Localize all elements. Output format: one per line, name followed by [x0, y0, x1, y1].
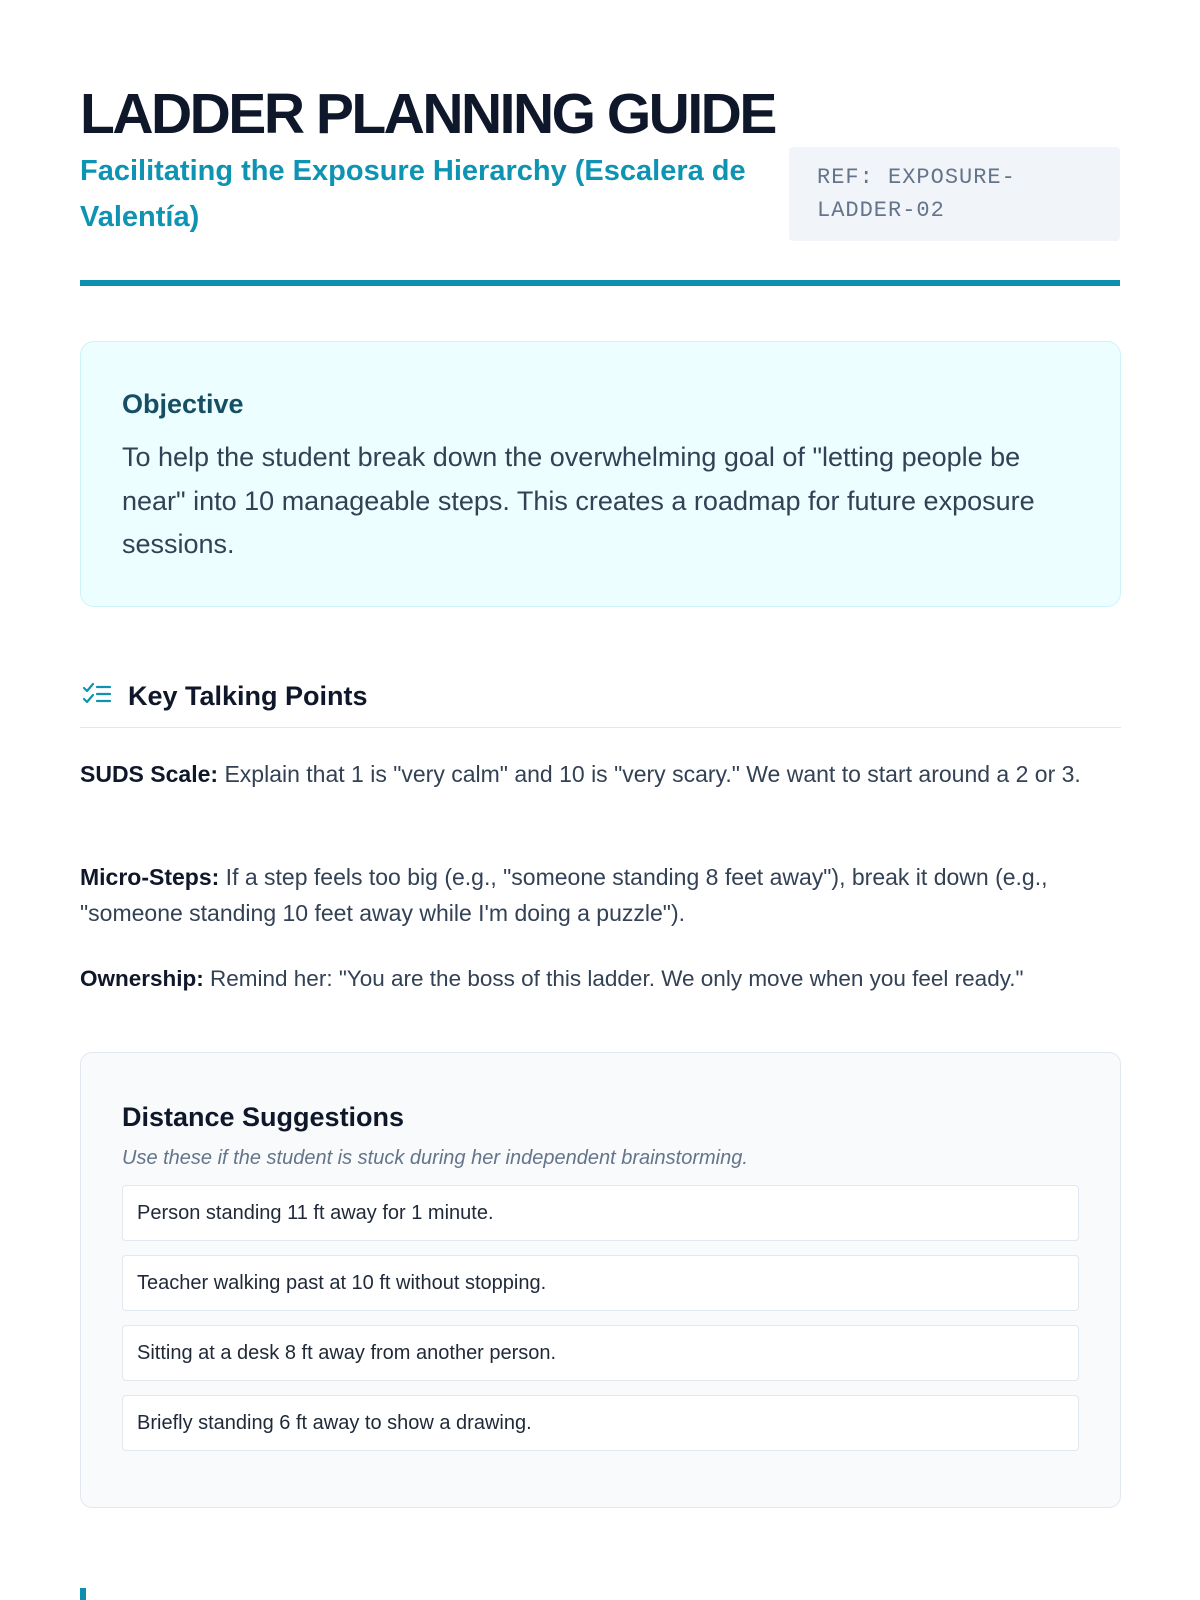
objective-text: To help the student break down the overwhelming goal of "letting people be near" into 10 manageable steps. This creates a roadmap for future exposure sessions. [122, 442, 1035, 559]
objective-box [80, 341, 1121, 607]
talking-point-text: Remind her: "You are the boss of this ladder. We only move when you feel ready." [203, 966, 1024, 991]
distance-suggestions-title: Distance Suggestions [122, 1102, 405, 1132]
checklist-icon [82, 682, 112, 713]
objective-heading: Objective [122, 389, 244, 419]
talking-point-label: Ownership: [80, 966, 204, 991]
talking-point-ownership [80, 961, 1121, 997]
talking-points-title: Key Talking Points [128, 681, 368, 711]
distance-suggestions-list [122, 1185, 1080, 1451]
list-item: Person standing 11 ft away for 1 minute. [122, 1185, 1079, 1241]
talking-point-text: If a step feels too big (e.g., "someone standing 8 feet away"), break it down (e.g., "someone standing 10 feet away while I'm doing a puzzle"). [80, 864, 1048, 926]
next-section-accent [80, 1588, 86, 1600]
list-item: Sitting at a desk 8 ft away from another person. [122, 1325, 1079, 1381]
distance-suggestions-box [80, 1052, 1121, 1508]
talking-point-suds [80, 756, 1121, 792]
talking-point-label: Micro-Steps: [80, 864, 220, 890]
talking-point-label: SUDS Scale: [80, 761, 219, 787]
page-subtitle: Facilitating the Exposure Hierarchy (Escalera de Valentía) [80, 155, 746, 233]
document-header [80, 0, 1120, 288]
reference-badge: REF: EXPOSURE-LADDER-02 [789, 147, 1120, 241]
talking-point-micro-steps [80, 859, 1121, 931]
distance-suggestions-note: Use these if the student is stuck during her independent brainstorming. [122, 1147, 748, 1169]
header-divider [80, 280, 1120, 286]
talking-points-header [80, 670, 1121, 728]
page-title: LADDER PLANNING GUIDE [80, 82, 775, 146]
list-item: Briefly standing 6 ft away to show a drawing. [122, 1395, 1079, 1451]
list-item: Teacher walking past at 10 ft without stopping. [122, 1255, 1079, 1311]
talking-point-text: Explain that 1 is "very calm" and 10 is "very scary." We want to start around a 2 or 3. [218, 761, 1081, 787]
